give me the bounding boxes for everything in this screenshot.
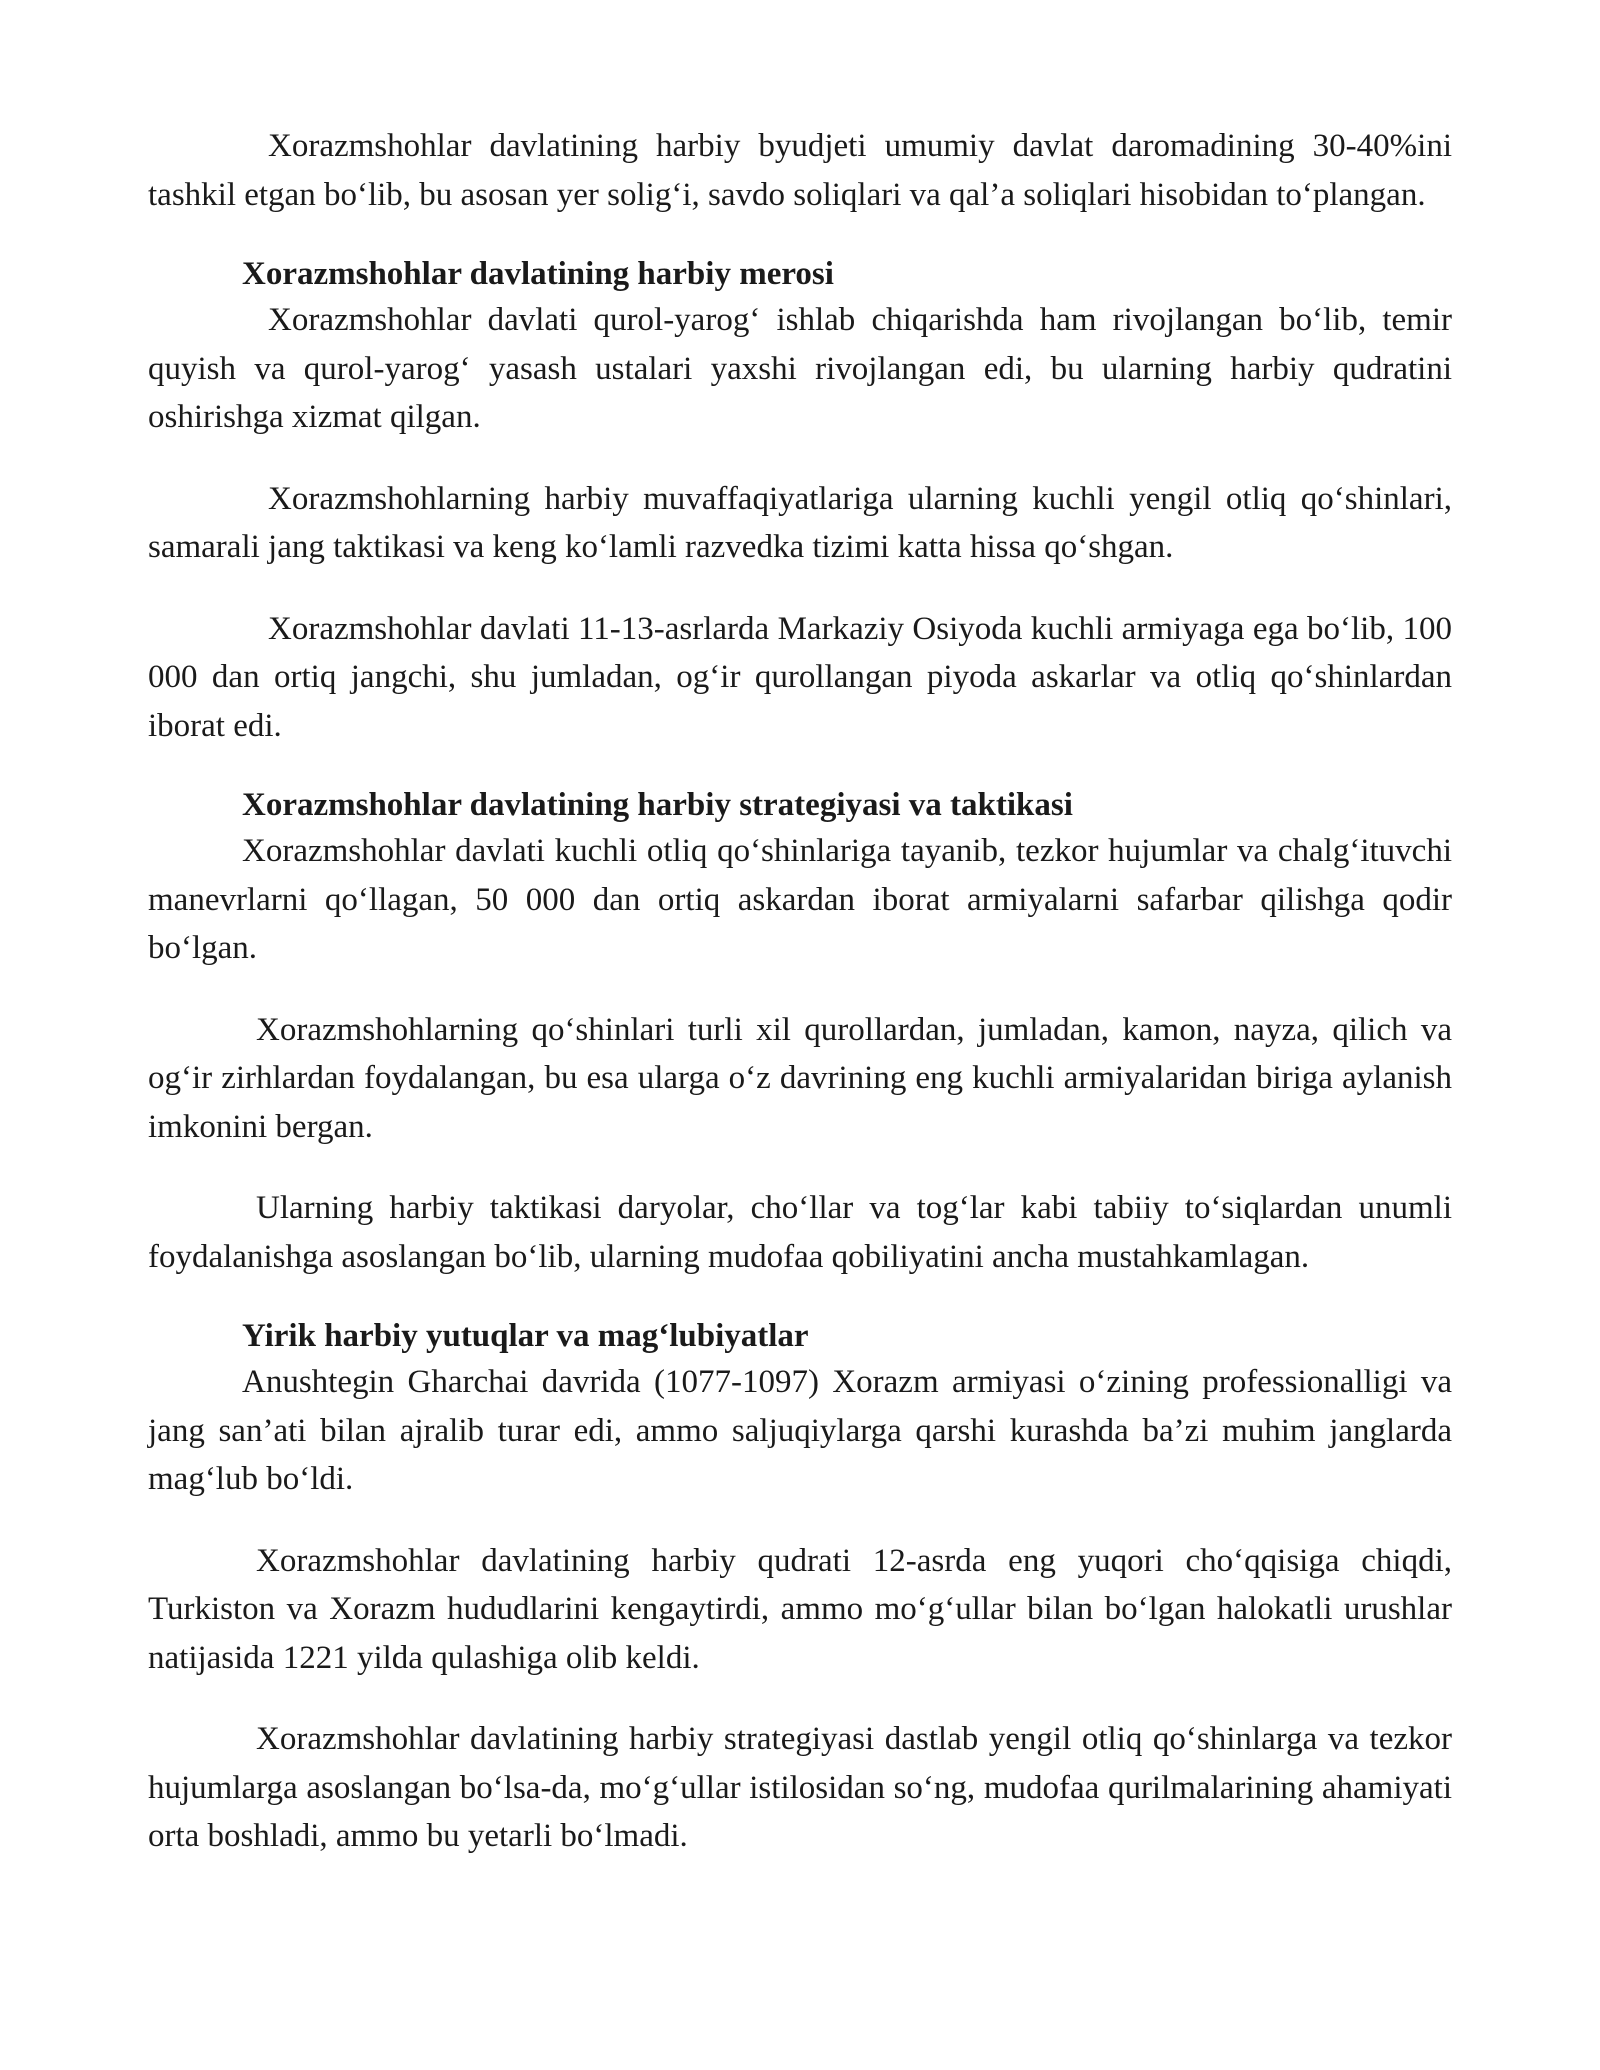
paragraph-anushtegin-era: Anushtegin Gharchai davrida (1077-1097) Xorazm armiyasi o‘zining professionalligi va jang san’ati bilan ajralib turar edi, ammo saljuqiylarga qarshi kurashda ba’zi muhim janglarda mag‘lub bo‘ldi. bbox=[148, 1364, 1452, 1497]
paragraph-strategy-change: Xorazmshohlar davlatining harbiy strategiyasi dastlab yengil otliq qo‘shinlarga va tezkor hujumlarga asoslangan bo‘lsa-da, mo‘g‘ullar istilosidan so‘ng, mudofaa qurilmalarining ahamiyati orta boshladi, ammo bu yetarli bo‘lmadi. bbox=[148, 1721, 1452, 1854]
heading-victories-defeats: Yirik harbiy yutuqlar va mag‘lubiyatlar bbox=[242, 1318, 809, 1354]
paragraph-army-size: Xorazmshohlar davlati 11-13-asrlarda Markaziy Osiyoda kuchli armiyaga ega bo‘lib, 100 000 dan ortiq jangchi, shu jumladan, og‘ir qurollangan piyoda askarlar va otliq qo‘shinlardan iborat edi. bbox=[148, 610, 1452, 744]
paragraph-cavalry-tactics: Xorazmshohlar davlati kuchli otliq qo‘shinlariga tayanib, tezkor hujumlar va chalg‘ituvchi manevrlarni qo‘llagan, 50 000 dan ortiq askardan iborat armiyalarni safarbar qilishga qodir bo‘lgan. bbox=[148, 833, 1452, 966]
heading-strategy-tactics: Xorazmshohlar davlatining harbiy strategiyasi va taktikasi bbox=[242, 787, 1073, 823]
paragraph-military-budget: Xorazmshohlar davlatining harbiy byudjeti umumiy davlat daromadining 30-40%ini tashkil etgan bo‘lib, bu asosan yer solig‘i, savdo soliqlari va qal’a soliqlari hisobidan to‘plangan. bbox=[148, 128, 1452, 213]
heading-military-heritage: Xorazmshohlar davlatining harbiy merosi bbox=[242, 256, 834, 292]
paragraph-weapons-production: Xorazmshohlar davlati qurol-yarog‘ ishlab chiqarishda ham rivojlangan bo‘lib, temir quyish va qurol-yarog‘ yasash ustalari yaxshi rivojlangan edi, bu ularning harbiy qudratini oshirishga xizmat qilgan. bbox=[148, 302, 1452, 435]
paragraph-12th-century-peak: Xorazmshohlar davlatining harbiy qudrati 12-asrda eng yuqori cho‘qqisiga chiqdi, Turkiston va Xorazm hududlarini kengaytirdi, ammo mo‘g‘ullar bilan bo‘lgan halokatli urushlar natijasida 1221 yilda qulashiga olib keldi. bbox=[148, 1542, 1452, 1676]
paragraph-military-success: Xorazmshohlarning harbiy muvaffaqiyatlariga ularning kuchli yengil otliq qo‘shinlari, samarali jang taktikasi va keng ko‘lamli razvedka tizimi katta hissa qo‘shgan. bbox=[148, 480, 1452, 565]
paragraph-natural-barriers: Ularning harbiy taktikasi daryolar, cho‘llar va tog‘lar kabi tabiiy to‘siqlardan unumli foydalanishga asoslangan bo‘lib, ularning mudofaa qobiliyatini ancha mustahkamlagan. bbox=[148, 1190, 1452, 1275]
paragraph-weaponry: Xorazmshohlarning qo‘shinlari turli xil qurollardan, jumladan, kamon, nayza, qilich va og‘ir zirhlardan foydalangan, bu esa ularga o‘z davrining eng kuchli armiyalaridan biriga aylanish imkonini bergan. bbox=[148, 1011, 1452, 1145]
document-page bbox=[148, 122, 1452, 1894]
